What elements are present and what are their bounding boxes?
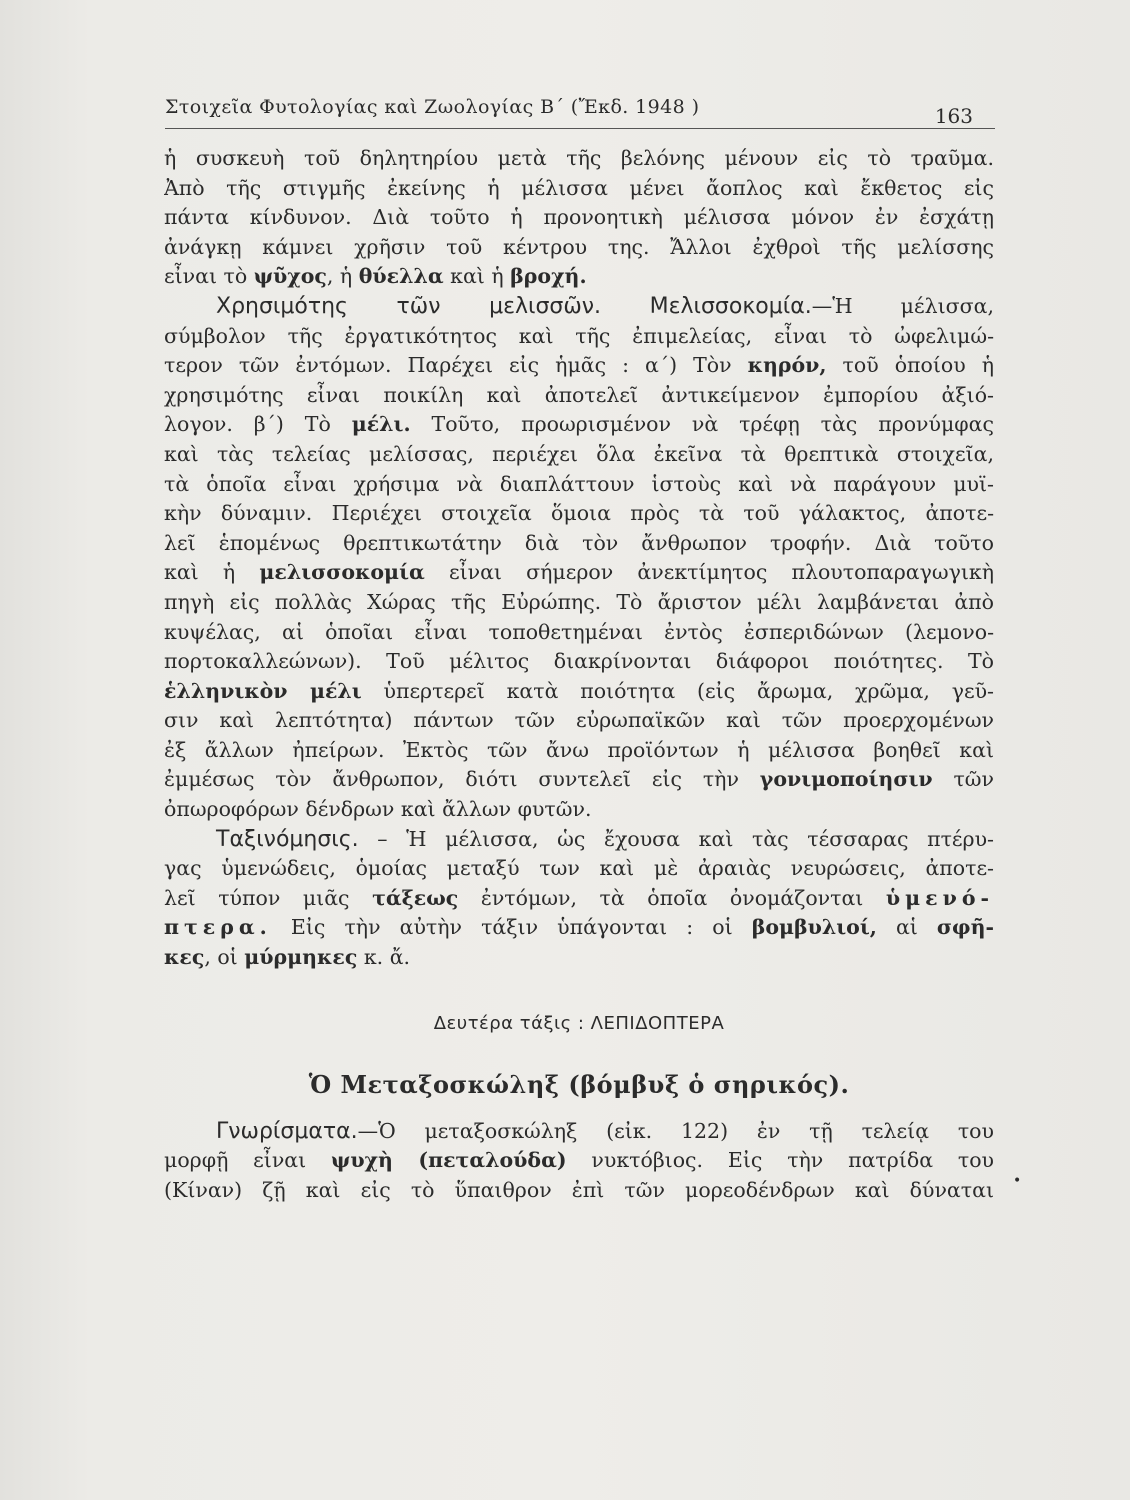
text-run: , ἡ	[326, 264, 359, 289]
text-run: ὑπερτερεῖ κατὰ ποιότητα (εἰς ἄρωμα, χρῶμα, γεῦ-	[361, 678, 994, 703]
bold-term: ἑλληνικὸν μέλι	[164, 678, 362, 703]
bold-term: μελισσοκομία	[259, 560, 425, 585]
text-line: λεῖ ἑπομένως θρεπτικωτάτην διὰ τὸν ἄνθρωπον τροφήν. Διὰ τοῦτο	[164, 530, 994, 555]
text-run: —Ἡ μέλισσα,	[811, 293, 994, 318]
text-line	[164, 1117, 994, 1147]
text-run: τῶν	[932, 767, 994, 792]
bold-term: κες	[164, 945, 205, 970]
text-line: γας ὑμενώδεις, ὁμοίας μεταξύ των καὶ μὲ ἀραιὰς νευρώσεις, ἀποτε-	[164, 856, 994, 881]
text-line	[164, 943, 994, 973]
text-line	[164, 410, 994, 440]
text-line: σιν καὶ λεπτότητα) πάντων τῶν εὐρωπαϊκῶν καὶ τῶν προερχομένων	[164, 708, 994, 733]
text-line	[164, 262, 994, 292]
bold-term: βροχή.	[510, 264, 587, 289]
text-line	[164, 351, 994, 381]
text-line: ἐξ ἄλλων ἠπείρων. Ἐκτὸς τῶν ἄνω προϊόντων ἡ μέλισσα βοηθεῖ καὶ	[164, 737, 994, 762]
text-run: Εἰς τὴν αὐτὴν τάξιν ὑπάγονται : οἱ	[271, 915, 752, 940]
text-line: κὴν δύναμιν. Περιέχει στοιχεῖα ὅμοια πρὸς τὰ τοῦ γάλακτος, ἀποτε-	[164, 501, 994, 526]
paragraph-enemies	[164, 144, 994, 292]
text-line: Ἀπὸ τῆς στιγμῆς ἐκείνης ἡ μέλισσα μένει ἄοπλος καὶ ἔκθετος εἰς	[164, 175, 994, 200]
bullet-mark: •	[1013, 1173, 1022, 1189]
text-line: ὀπωροφόρων δένδρων καὶ ἄλλων φυτῶν.	[164, 797, 592, 822]
text-line: ἡ συσκευὴ τοῦ δηλητηρίου μετὰ τῆς βελόνης μένουν εἰς τὸ τραῦμα.	[164, 146, 994, 170]
text-run: τοῦ ὁποίου ἡ	[826, 353, 994, 378]
bold-term: μύρμηκες	[244, 945, 358, 970]
text-line: κυψέλας, αἱ ὁποῖαι εἶναι τοποθετημέναι ἐντὸς ἐσπεριδώνων (λεμονο-	[164, 619, 994, 644]
text-line	[164, 884, 994, 914]
section-heading: Ταξινόμησις.	[216, 826, 359, 852]
bold-term: ψῦχος	[253, 264, 327, 289]
text-run: αἱ	[876, 915, 937, 940]
paragraph-usefulness	[164, 292, 994, 825]
text-line	[164, 677, 994, 707]
text-line	[164, 1146, 994, 1176]
text-run: τερον τῶν ἐντόμων. Παρέχει εἰς ἡμᾶς : α΄) Τὸν	[164, 353, 748, 378]
text-line: χρησιμότης εἶναι ποικίλη καὶ ἀποτελεῖ ἀντικείμενον ἐμπορίου ἀξιό-	[164, 382, 994, 407]
text-run: λεῖ τύπον μιᾶς	[164, 885, 373, 910]
spaced-term: πτερα.	[164, 915, 272, 940]
text-line: πάντα κίνδυνον. Διὰ τοῦτο ἡ προνοητικὴ μέλισσα μόνον ἐν ἐσχάτῃ	[164, 205, 994, 230]
bold-term: κηρόν,	[747, 353, 827, 378]
bold-term: γονιμοποίησιν	[759, 767, 933, 792]
text-line: καὶ τὰς τελείας μελίσσας, περιέχει ὅλα ἐκεῖνα τὰ θρεπτικὰ στοιχεῖα,	[164, 441, 994, 466]
bold-term: βομβυλιοί,	[751, 915, 877, 940]
bold-term: σφῆ-	[936, 915, 994, 940]
text-line: σύμβολον τῆς ἐργατικότητος καὶ τῆς ἐπιμελείας, εἶναι τὸ ὠφελιμώ-	[164, 323, 994, 348]
text-run: ἐμμέσως τὸν ἄνθρωπον, διότι συντελεῖ εἰς τὴν	[164, 767, 760, 792]
text-run: λογον. β΄) Τὸ	[164, 412, 352, 437]
bold-term: ψυχὴ (πεταλούδα)	[331, 1148, 567, 1173]
text-line: (Κίναν) ζῇ καὶ εἰς τὸ ὕπαιθρον ἐπὶ τῶν μορεοδένδρων καὶ δύναται	[164, 1177, 994, 1202]
text-run: εἶναι τὸ	[164, 264, 254, 289]
text-run: Τοῦτο, προωρισμένον νὰ τρέφῃ τὰς προνύμφας	[410, 412, 994, 437]
page-header	[165, 92, 995, 129]
text-run: κ. ἄ.	[357, 945, 411, 970]
text-run: – Ἡ μέλισσα, ὡς ἔχουσα καὶ τὰς τέσσαρας πτέρυ-	[358, 826, 994, 851]
paragraph-features	[164, 1117, 994, 1206]
subheading: Ὁ Μεταξοσκώληξ (βόμβυξ ὁ σηρικός).	[308, 1069, 850, 1099]
text-run: εἶναι σήμερον ἀνεκτίμητος πλουτοπαραγωγικὴ	[424, 560, 994, 585]
bold-term: θύελλα	[358, 264, 444, 289]
text-run: , οἱ	[204, 945, 245, 970]
page-number: 163	[934, 104, 973, 128]
section-heading: Γνωρίσματα.	[216, 1118, 358, 1144]
text-line	[164, 558, 994, 588]
bold-term: τάξεως	[372, 885, 459, 910]
section-heading: Χρησιμότης τῶν μελισσῶν. Μελισσοκομία.	[216, 293, 812, 319]
text-line	[164, 913, 994, 943]
page-body	[164, 144, 994, 1205]
text-line	[164, 825, 994, 855]
text-line: ἀνάγκῃ κάμνει χρῆσιν τοῦ κέντρου της. Ἄλλοι ἐχθροὶ τῆς μελίσσης	[164, 234, 994, 259]
text-run: καὶ ἡ	[164, 560, 260, 585]
text-line: πορτοκαλλεώνων). Τοῦ μέλιτος διακρίνονται διάφοροι ποιότητες. Τὸ	[164, 649, 994, 674]
text-line	[164, 765, 994, 795]
text-line	[164, 292, 994, 322]
text-run: ἐντόμων, τὰ ὁποῖα ὀνομάζονται	[458, 885, 886, 910]
text-line: πηγὴ εἰς πολλὰς Χώρας τῆς Εὐρώπης. Τὸ ἄριστον μέλι λαμβάνεται ἀπὸ	[164, 589, 994, 614]
paragraph-classification	[164, 825, 994, 973]
text-line: τὰ ὁποῖα εἶναι χρήσιμα νὰ διαπλάττουν ἱστοὺς καὶ νὰ παράγουν μυϊ-	[164, 471, 994, 496]
text-run: —Ὁ μεταξοσκώληξ (εἰκ. 122) ἐν τῇ τελείᾳ του	[357, 1118, 994, 1143]
running-title: Στοιχεῖα Φυτολογίας καὶ Ζωολογίας Β΄ (Ἔκδ. 1948 )	[165, 96, 700, 118]
text-run: μορφῇ εἶναι	[164, 1148, 332, 1173]
text-run: νυκτόβιος. Εἰς τὴν πατρίδα του	[566, 1148, 994, 1173]
bold-term: μέλι.	[351, 412, 411, 437]
order-heading: Δευτέρα τάξις : ΛΕΠΙΔΟΠΤΕΡΑ	[433, 1012, 725, 1034]
text-run: καὶ ἡ	[443, 264, 511, 289]
spaced-term: ὑμενό-	[885, 885, 994, 910]
